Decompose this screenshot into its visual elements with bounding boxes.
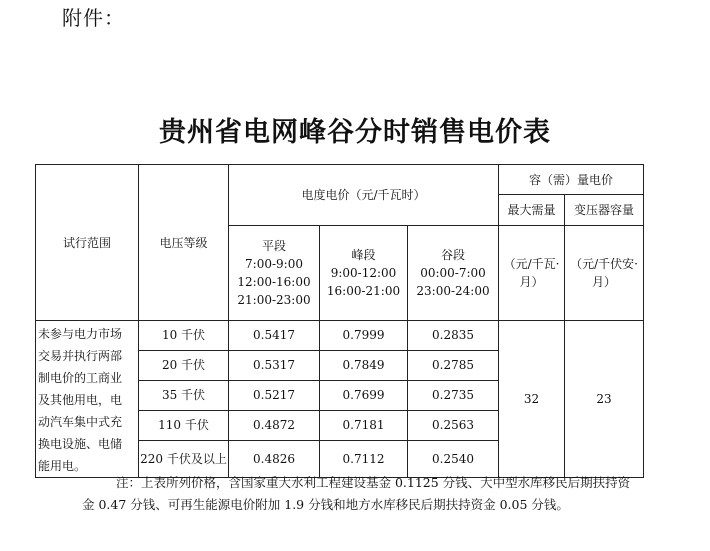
transformer-capacity-unit bbox=[565, 226, 644, 321]
peak-period-time: 16:00-21:00 bbox=[326, 284, 401, 298]
valley-period-time: 23:00-24:00 bbox=[416, 284, 490, 298]
scope-line: 能用电。 bbox=[38, 459, 87, 473]
peak-price-cell: 0.7849 bbox=[320, 350, 408, 380]
valley-price-cell: 0.2735 bbox=[408, 380, 499, 410]
valley-period-time: 00:00-7:00 bbox=[420, 266, 486, 280]
flat-period-time: 7:00-9:00 bbox=[245, 257, 303, 271]
footnote: 注：上表所列价格，含国家重大水利工程建设基金 0.1125 分钱、大中型水库移民后期扶持资金 0.47 分钱、可再生能源电价附加 1.9 分钱和地方水库移民后期扶持资金 0.05 分钱。 bbox=[82, 475, 631, 512]
peak-price-cell: 0.7699 bbox=[320, 380, 408, 410]
attachment-label: 附件： bbox=[62, 6, 125, 30]
scope-header: 试行范围 bbox=[36, 165, 139, 321]
voltage-level-header: 电压等级 bbox=[139, 165, 229, 321]
voltage-cell: 110 千伏 bbox=[139, 410, 229, 440]
page-title: 贵州省电网峰谷分时销售电价表 bbox=[159, 117, 551, 148]
valley-price-cell: 0.2785 bbox=[408, 350, 499, 380]
peak-period-name: 峰段 bbox=[351, 248, 376, 262]
peak-price-cell: 0.7999 bbox=[320, 321, 408, 351]
flat-price-cell: 0.4872 bbox=[229, 410, 320, 440]
voltage-cell: 10 千伏 bbox=[139, 321, 229, 351]
valley-price-cell: 0.2835 bbox=[408, 321, 499, 351]
scope-line: 交易并执行两部 bbox=[38, 349, 123, 363]
peak-period-header bbox=[320, 226, 408, 321]
max-demand-unit-line: （元/千瓦· bbox=[503, 257, 560, 271]
peak-period-time: 9:00-12:00 bbox=[330, 266, 397, 280]
flat-period-header bbox=[229, 226, 320, 321]
scope-line: 动汽车集中式充 bbox=[38, 415, 123, 429]
max-demand-value: 32 bbox=[499, 321, 565, 478]
flat-price-cell: 0.4826 bbox=[229, 440, 320, 477]
max-demand-header: 最大需量 bbox=[499, 195, 565, 226]
flat-period-time: 12:00-16:00 bbox=[237, 275, 311, 289]
peak-price-cell: 0.7112 bbox=[320, 440, 408, 477]
scope-cell bbox=[36, 321, 139, 478]
transformer-unit-line: （元/千伏安· bbox=[570, 257, 638, 271]
flat-price-cell: 0.5417 bbox=[229, 321, 320, 351]
valley-period-header bbox=[408, 226, 499, 321]
flat-price-cell: 0.5317 bbox=[229, 350, 320, 380]
voltage-cell: 20 千伏 bbox=[139, 350, 229, 380]
scope-line: 制电价的工商业 bbox=[38, 371, 123, 385]
valley-price-cell: 0.2563 bbox=[408, 410, 499, 440]
transformer-capacity-value: 23 bbox=[565, 321, 644, 478]
table-row bbox=[36, 321, 644, 351]
scope-line: 未参与电力市场 bbox=[38, 327, 123, 341]
scope-line: 换电设施、电储 bbox=[38, 437, 123, 451]
valley-price-cell: 0.2540 bbox=[408, 440, 499, 477]
flat-period-time: 21:00-23:00 bbox=[237, 293, 311, 307]
max-demand-unit bbox=[499, 226, 565, 321]
energy-price-header: 电度电价（元/千瓦时） bbox=[229, 165, 499, 226]
flat-period-name: 平段 bbox=[261, 239, 286, 253]
valley-period-name: 谷段 bbox=[440, 248, 465, 262]
flat-price-cell: 0.5217 bbox=[229, 380, 320, 410]
voltage-cell: 220 千伏及以上 bbox=[139, 440, 229, 477]
peak-price-cell: 0.7181 bbox=[320, 410, 408, 440]
price-table bbox=[35, 164, 644, 478]
capacity-price-header: 容（需）量电价 bbox=[499, 165, 644, 195]
scope-line: 及其他用电，电 bbox=[38, 393, 123, 407]
transformer-unit-line: 月） bbox=[591, 275, 616, 289]
voltage-cell: 35 千伏 bbox=[139, 380, 229, 410]
transformer-capacity-header: 变压器容量 bbox=[565, 195, 644, 226]
max-demand-unit-line: 月） bbox=[519, 275, 544, 289]
